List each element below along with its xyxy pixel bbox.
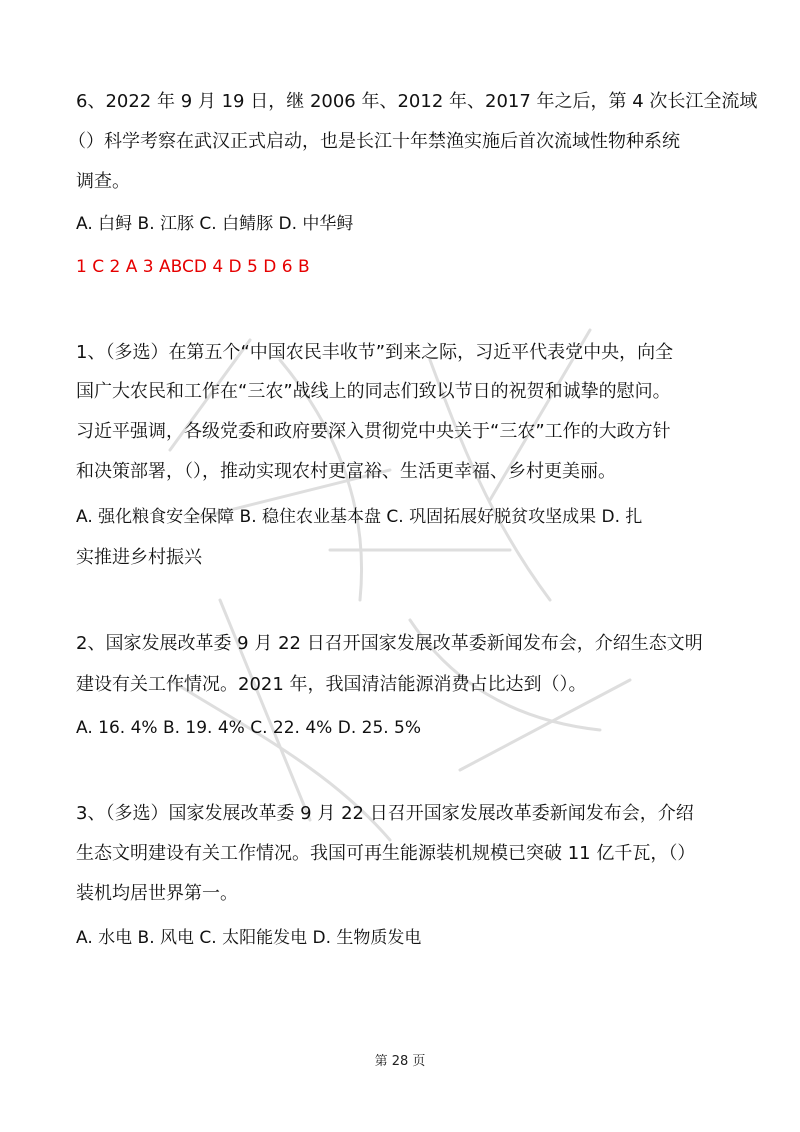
q6-line-3: 调查。 xyxy=(76,171,130,192)
q6-line-1: 6、2022 年 9 月 19 日，继 2006 年、2012 年、2017 年之后，第 4 次长江全流域 xyxy=(76,91,758,112)
q6-options: A. 白鲟 B. 江豚 C. 白鲭豚 D. 中华鲟 xyxy=(76,214,354,234)
page-number: 第 28 页 xyxy=(374,1054,426,1069)
q1-line-1: 1、（多选）在第五个“中国农民丰收节”到来之际，习近平代表党中央，向全 xyxy=(76,342,674,363)
answer-key: 1 C 2 A 3 ABCD 4 D 5 D 6 B xyxy=(76,257,310,277)
q1-options-line-1: A. 强化粮食安全保障 B. 稳住农业基本盘 C. 巩固拓展好脱贫攻坚成果 D. 扎 xyxy=(76,507,643,527)
q3-line-2: 生态文明建设有关工作情况。我国可再生能源装机规模已突破 11 亿千瓦，（） xyxy=(76,843,696,864)
q3-line-1: 3、（多选）国家发展改革委 9 月 22 日召开国家发展改革委新闻发布会，介绍 xyxy=(76,803,694,824)
q1-line-2: 国广大农民和工作在“三农”战线上的同志们致以节日的祝贺和诚挚的慰问。 xyxy=(76,381,671,402)
q1-options-line-2: 实推进乡村振兴 xyxy=(76,547,202,568)
q2-line-1: 2、国家发展改革委 9 月 22 日召开国家发展改革委新闻发布会，介绍生态文明 xyxy=(76,633,703,654)
q3-line-3: 装机均居世界第一。 xyxy=(76,883,238,904)
q1-line-4: 和决策部署，（），推动实现农村更富裕、生活更幸福、乡村更美丽。 xyxy=(76,461,616,482)
q2-options: A. 16. 4% B. 19. 4% C. 22. 4% D. 25. 5% xyxy=(76,718,422,738)
q6-line-2: （）科学考察在武汉正式启动，也是长江十年禁渔实施后首次流域性物种系统 xyxy=(68,131,680,152)
q1-line-3: 习近平强调，各级党委和政府要深入贯彻党中央关于“三农”工作的大政方针 xyxy=(76,421,671,442)
q2-line-2: 建设有关工作情况。2021 年，我国清洁能源消费占比达到（）。 xyxy=(76,674,587,695)
q3-options: A. 水电 B. 风电 C. 太阳能发电 D. 生物质发电 xyxy=(76,928,422,948)
